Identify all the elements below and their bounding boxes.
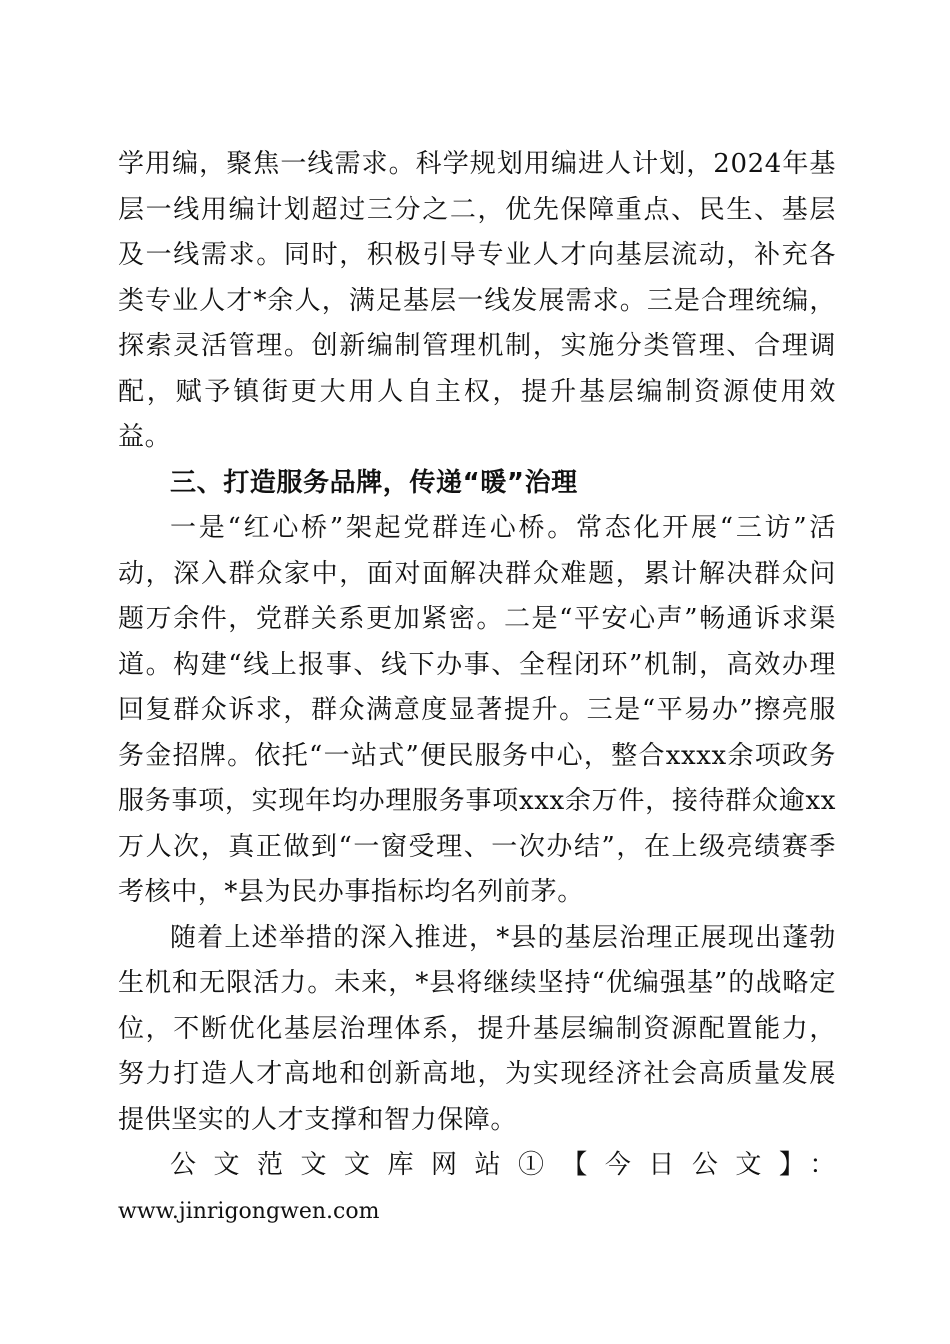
footer-url: www.jinrigongwen.com: [118, 1198, 380, 1224]
body-paragraph-2: 一是“红心桥”架起党群连心桥。常态化开展“三访”活动，深入群众家中，面对面解决群众难题，累计解决群众问题万余件，党群关系更加紧密。二是“平安心声”畅通诉求渠道。构建“线上报事、线下办事、全程闭环”机制，高效办理回复群众诉求，群众满意度显著提升。三是“平易办”擦亮服务金招牌。依托“一站式”便民服务中心，整合xxxx余项政务服务事项，实现年均办理服务事项xxx余万件，接待群众逾xx万人次，真正做到“一窗受理、一次办结”，在上级亮绩赛季考核中，*县为民办事指标均名列前茅。: [118, 513, 836, 907]
body-paragraph-3: 随着上述举措的深入推进，*县的基层治理正展现出蓬勃生机和无限活力。未来，*县将继续坚持“优编强基”的战略定位，不断优化基层治理体系，提升基层编制资源配置能力，努力打造人才高地和创新高地，为实现经济社会高质量发展提供坚实的人才支撑和智力保障。: [118, 922, 836, 1135]
document-page: [118, 142, 836, 1234]
footer-site-label: 公文范文文库网站①【今日公文】：: [170, 1150, 836, 1180]
section-heading-3: 三、打造服务品牌，传递“暖”治理: [170, 467, 578, 498]
body-paragraph-1: 学用编，聚焦一线需求。科学规划用编进人计划，2024年基层一线用编计划超过三分之二，优先保障重点、民生、基层及一线需求。同时，积极引导专业人才向基层流动，补充各类专业人才*余人，满足基层一线发展需求。三是合理统编，探索灵活管理。创新编制管理机制，实施分类管理、合理调配，赋予镇街更大用人自主权，提升基层编制资源使用效益。: [118, 149, 836, 452]
